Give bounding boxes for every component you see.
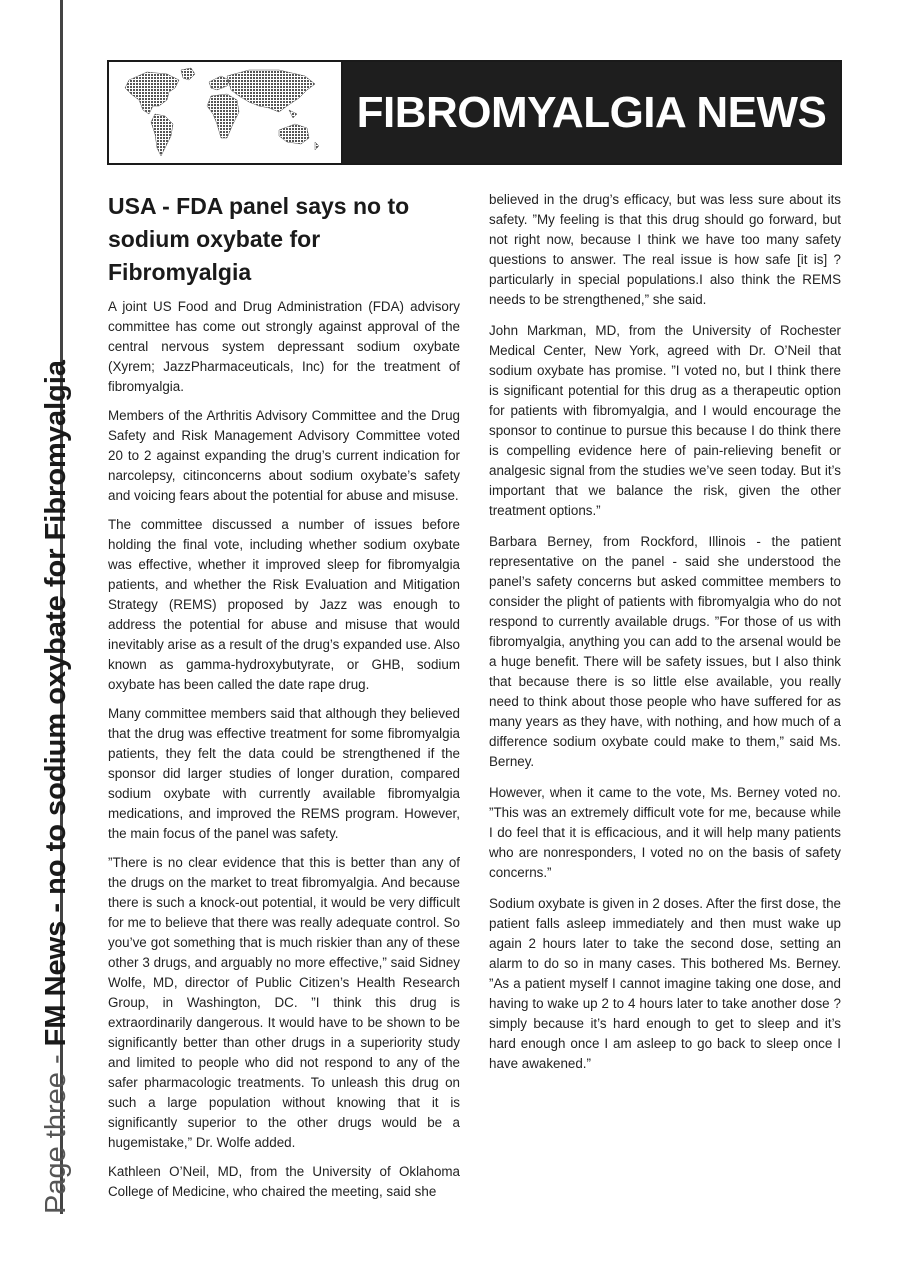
masthead (107, 60, 842, 165)
sidebar-page-heading: FM News - no to sodium oxybate for Fibromyalgia (40, 359, 72, 1047)
article-paragraph: The committee discussed a number of issues before holding the final vote, including whether sodium oxybate was effective, whether it improved sleep for fibromyalgia patients, and whether the Risk Evaluation and Mitigation Strategy (REMS) proposed by Jazz was enough to address the potential for abuse and misuse that would inevitably arise as a result of the drug’s expanded use. Also known as gamma-hydroxybutyrate, or GHB, sodium oxybate has been called the date rape drug. (108, 517, 460, 692)
article-column-left (108, 190, 460, 1211)
masthead-title: FIBROMYALGIA NEWS (356, 87, 827, 137)
article-paragraph: Sodium oxybate is given in 2 doses. After the first dose, the patient falls asleep immediately and then must wake up again 2 hours later to take the second dose, setting an alarm to do so in many cases. This bothered Ms. Berney. ”As a patient myself I cannot imagine taking one dose, and having to wake up 2 to 4 hours later to take another dose ? simply because it’s hard enough to get to sleep and it’s hard enough once I am asleep to go back to sleep once I have awakened.” (489, 896, 841, 1071)
sidebar-page-title (40, 360, 73, 1214)
article-paragraph: Kathleen O’Neil, MD, from the University of Oklahoma College of Medicine, who chaired the meeting, said she (108, 1164, 460, 1199)
article-paragraph: ”There is no clear evidence that this is better than any of the drugs on the market to treat fibromyalgia. And because there is such a knock-out potential, it would be very difficult for me to believe that there was really adequate control. So you’ve got something that is much riskier than any of these other 3 drugs, and arguably no more effective,” said Sidney Wolfe, MD, director of Public Citizen’s Health Research Group, in Washington, DC. ”I think this drug is extraordinarily dangerous. It would have to be shown to be significantly better than other drugs in a superiority study and limited to people who did not respond to any of the safer pharmacologic treatments. To unleash this drug on such a large population without knowing that it is significantly superior to the other drugs would be a hugemistake,” Dr. Wolfe added. (108, 855, 460, 1150)
world-map-icon (109, 62, 343, 163)
article-paragraph: Members of the Arthritis Advisory Committee and the Drug Safety and Risk Management Advisory Committee voted 20 to 2 against expanding the drug’s current indication for narcolepsy, citinconcerns about sodium oxybate’s safety and voicing fears about the potential for abuse and misuse. (108, 408, 460, 503)
article-paragraph: However, when it came to the vote, Ms. Berney voted no. ”This was an extremely difficult vote for me, because while I do feel that it is efficacious, and it will help many patients who are nonresponders, I voted no on the basis of safety concerns.” (489, 785, 841, 880)
sidebar-page-prefix: Page three - (40, 1046, 72, 1214)
article-paragraph: A joint US Food and Drug Administration (FDA) advisory committee has come out strongly against approval of the central nervous system depressant sodium oxybate (Xyrem; JazzPharmaceuticals, Inc) for the treatment of fibromyalgia. (108, 299, 460, 394)
article-paragraph: Many committee members said that although they believed that the drug was effective treatment for some fibromyalgia patients, they felt the data could be strengthened if the sponsor did larger studies of longer duration, compared sodium oxybate with currently available fibromyalgia medications, and improved the REMS program. However, the main focus of the panel was safety. (108, 706, 460, 841)
article-paragraph: believed in the drug’s efficacy, but was less sure about its safety. ”My feeling is that this drug should go forward, but not right now, because I think we have too many safety questions to answer. The real issue is how safe [it is] ? particularly in special populations.I also think the REMS needs to be strengthened,” she said. (489, 192, 841, 307)
article-column-right (489, 190, 841, 1085)
article-headline: USA - FDA panel says no to sodium oxybate for Fibromyalgia (108, 193, 410, 285)
article-paragraph: John Markman, MD, from the University of Rochester Medical Center, New York, agreed with Dr. O’Neil that sodium oxybate has promise. ”I voted no, but I think there is significant potential for this drug as a therapeutic option for patients with fibromyalgia, and I would encourage the sponsor to continue to pursue this because I do think there is compelling evidence here of pain-relieving benefit or analgesic signal from the studies we’ve seen today. But it’s important that we balance the risk, given the other treatment options.” (489, 323, 841, 518)
article-paragraph: Barbara Berney, from Rockford, Illinois - the patient representative on the panel - said she understood the panel’s safety concerns but asked committee members to consider the plight of patients with fibromyalgia who do not respond to currently available drugs. ”For those of us with fibromyalgia, anything you can add to the arsenal would be a huge benefit. There will be safety issues, but I also think that because there is so little else available, you really need to think about those people who have suffered for as many years as they have, with nothing, and how much of a difference sodium oxybate could make to them,” said Ms. Berney. (489, 534, 841, 769)
